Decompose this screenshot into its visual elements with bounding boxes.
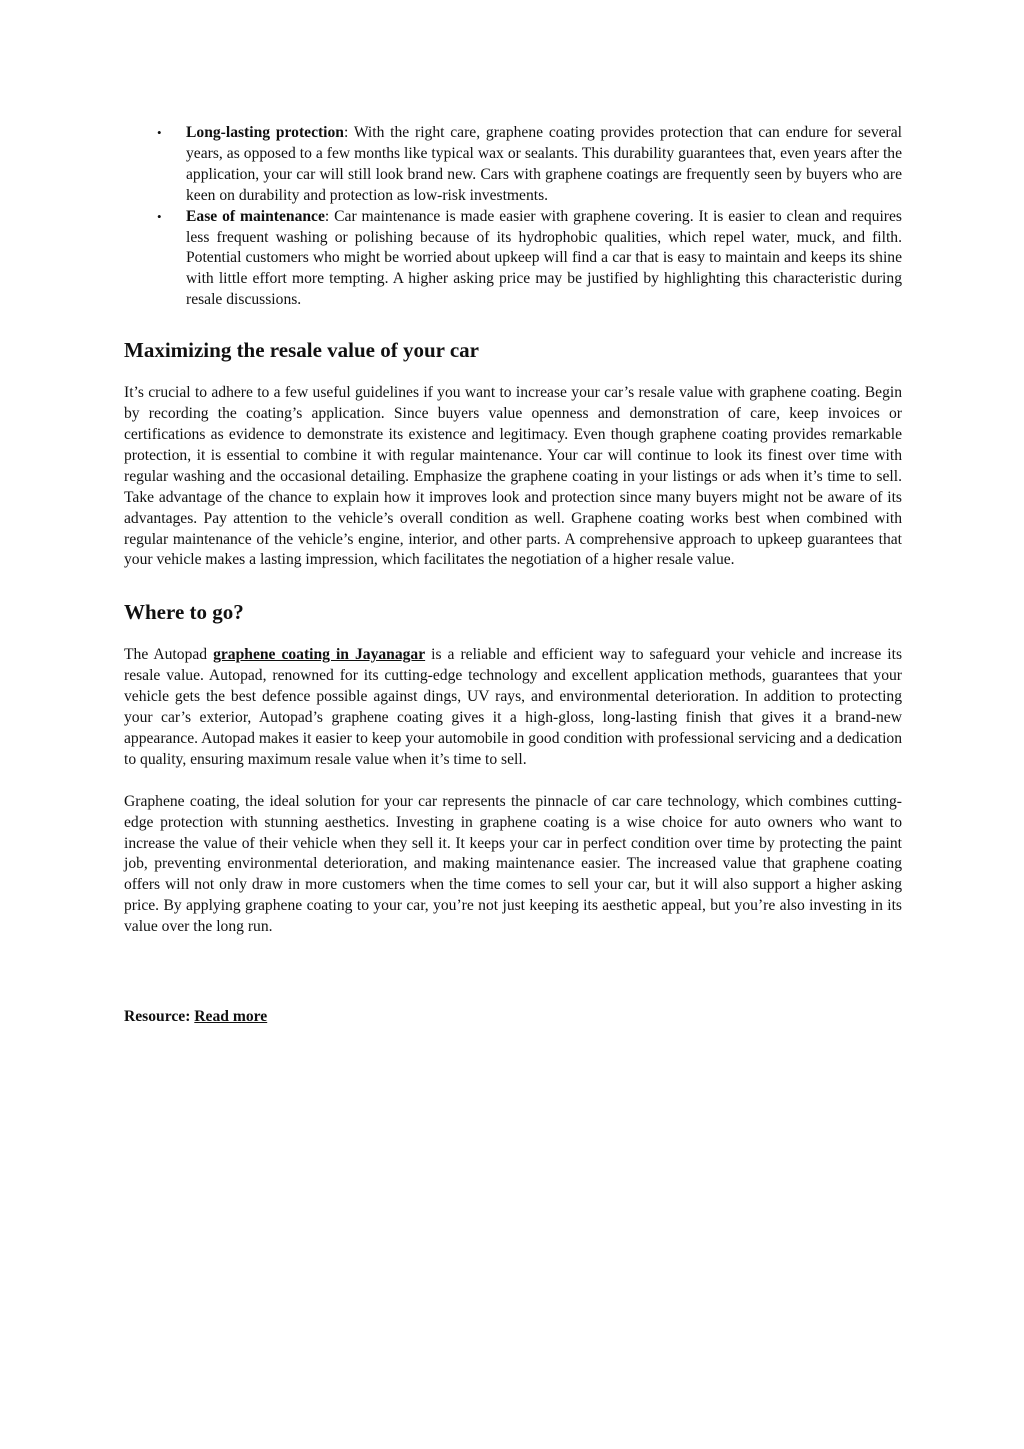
benefits-list (124, 123, 902, 311)
bullet-icon: • (157, 208, 162, 224)
bullet-icon: • (157, 125, 162, 140)
resource-label: Resource: (124, 1008, 195, 1026)
list-item (124, 123, 902, 207)
section-heading-resale: Maximizing the resale value of your car (124, 338, 479, 363)
resource-line (124, 1007, 902, 1028)
bullet-term: Ease of maintenance (186, 207, 325, 225)
list-item (124, 207, 902, 312)
where-intro-prefix: The Autopad (124, 646, 214, 664)
resale-paragraph: It’s crucial to adhere to a few useful guidelines if you want to increase your car’s resale value with graphene coating. Begin by recording the coating’s application. Since buyers value openness and demonstration of care, keep invoices or certifications as evidence to demonstrate its existence and legitimacy. Even though graphene coating provides remarkable protection, it is essential to combine it with regular maintenance. Your car will continue to look its finest over time with regular washing and the occasional detailing. Emphasize the graphene coating in your listings or ads when it’s time to sell. Take advantage of the chance to explain how it improves look and protection since many buyers might not be aware of its advantages. Pay attention to the vehicle’s overall condition as well. Graphene coating works best when combined with regular maintenance of the vehicle’s engine, interior, and other parts. A comprehensive approach to upkeep guarantees that your vehicle makes a lasting impression, which facilitates the negotiation of a higher resale value. (124, 384, 902, 569)
bullet-text: : Car maintenance is made easier with graphene covering. It is easier to clean and requires less frequent washing or polishing because of its hydrophobic qualities, which repel water, muck, and filth. Potential customers who might be worried about upkeep will find a car that is easy to maintain and keeps its shine with little effort more tempting. A higher asking price may be justified by highlighting this characteristic during resale discussions. (186, 207, 902, 309)
closing-paragraph: Graphene coating, the ideal solution for your car represents the pinnacle of car care technology, which combines cutting-edge protection with stunning aesthetics. Investing in graphene coating is a wise choice for auto owners who want to increase the value of their vehicle when they sell it. It keeps your car in perfect condition over time by protecting the paint job, preventing environmental deterioration, and making maintenance easier. The increased value that graphene coating offers will not only draw in more customers when the time comes to sell your car, but it will also support a higher asking price. By applying graphene coating to your car, you’re not just keeping its aesthetic appeal, but you’re also investing in its value over the long run. (124, 792, 902, 936)
bullet-term: Long-lasting protection (186, 124, 344, 141)
document-page (124, 123, 902, 1028)
where-intro-suffix: is a reliable and efficient way to safeguard your vehicle and increase its resale value. Autopad, renowned for its cutting-edge technology and excellent application methods, guarantees that your vehicle gets the best defence possible against dings, UV rays, and environmental deterioration. In addition to protecting your car’s exterior, Autopad’s graphene coating gives it a high-gloss, long-lasting finish that gives it a brand-new appearance. Autopad makes it easier to keep your automobile in good condition with professional servicing and a dedication to quality, ensuring maximum resale value when it’s time to sell. (124, 646, 903, 768)
bullet-text: : With the right care, graphene coating provides protection that can endure for several years, as opposed to a few months like typical wax or sealants. This durability guarantees that, even years after the application, your car will still look brand new. Cars with graphene coatings are frequently seen by buyers who are keen on durability and protection as low-risk investments. (186, 124, 902, 204)
graphene-coating-link[interactable]: graphene coating in Jayanagar (213, 646, 426, 664)
read-more-link[interactable]: Read more (194, 1008, 268, 1026)
where-paragraph (124, 645, 902, 770)
section-heading-where: Where to go? (124, 600, 244, 625)
